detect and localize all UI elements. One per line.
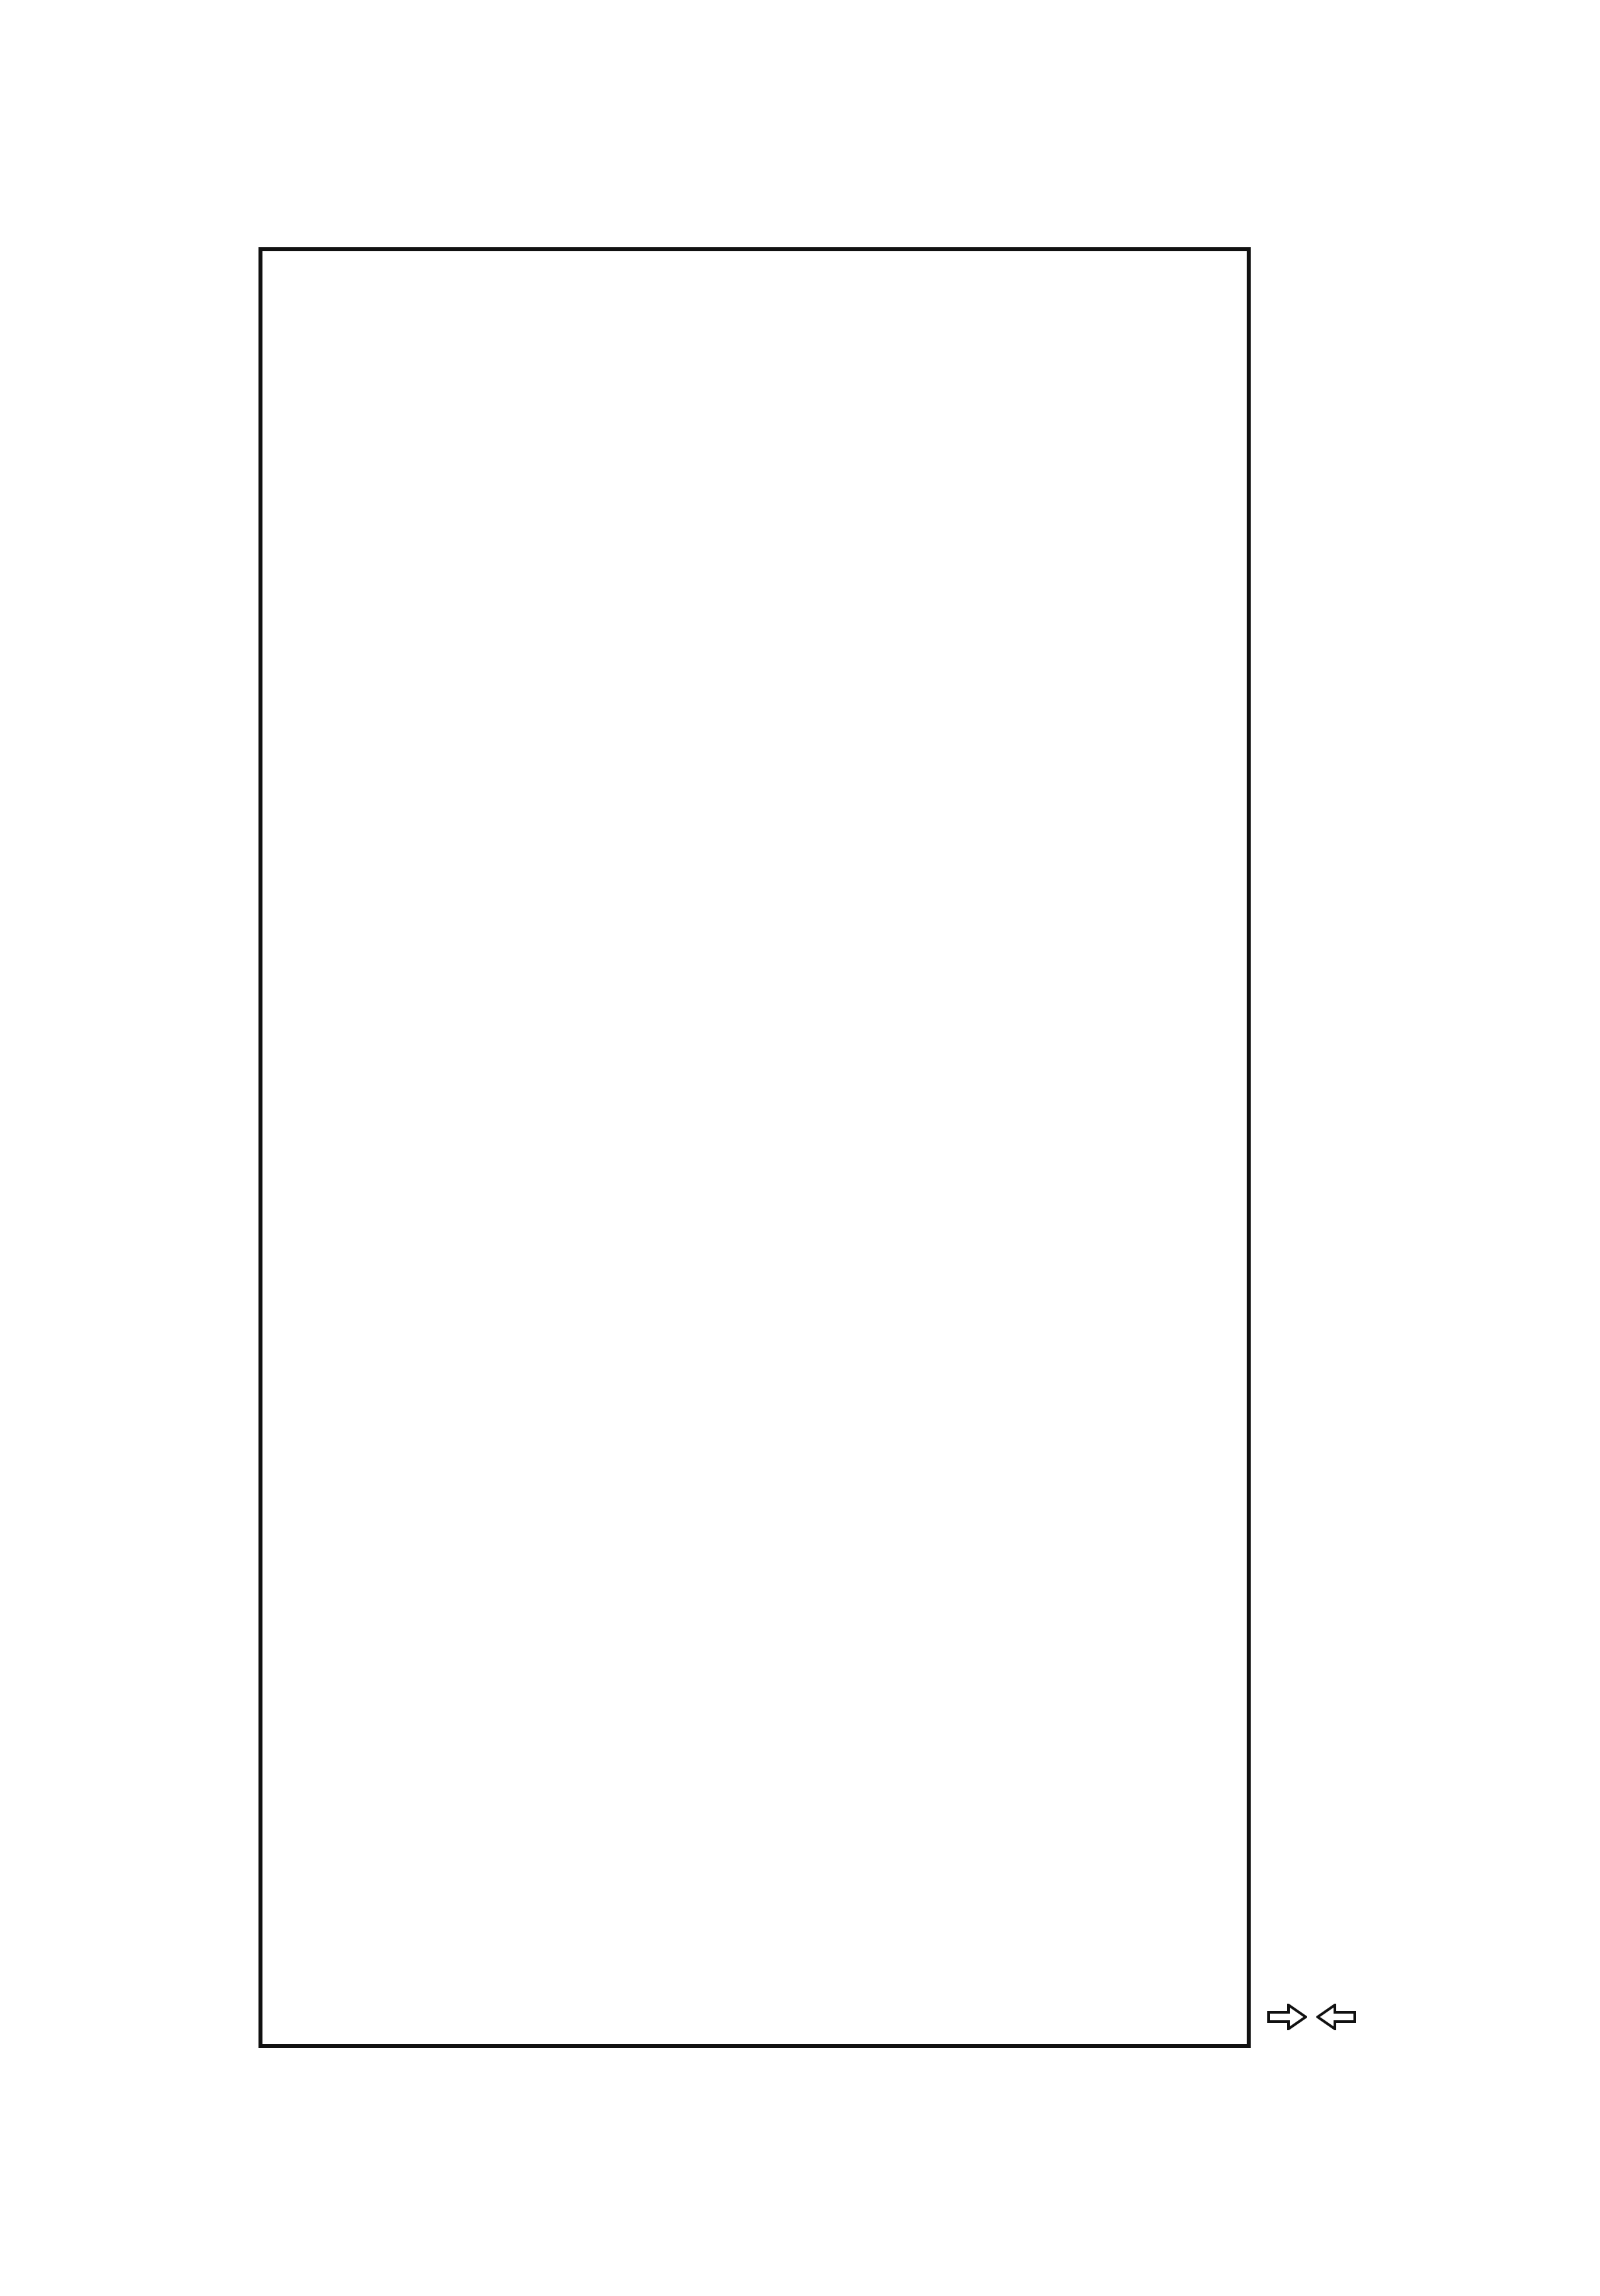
table-notes bbox=[1263, 1994, 1459, 2040]
note-use-plan-above bbox=[1312, 1994, 1361, 2040]
note-ac bbox=[1361, 1994, 1410, 2040]
sampling-plan-table bbox=[258, 247, 1251, 2048]
down-arrow-icon bbox=[1267, 1994, 1307, 2040]
note-use-plan-below bbox=[1263, 1994, 1312, 2040]
note-re bbox=[1410, 1994, 1459, 2040]
rotated-table-block bbox=[186, 255, 1452, 2048]
up-arrow-icon bbox=[1316, 1994, 1356, 2040]
